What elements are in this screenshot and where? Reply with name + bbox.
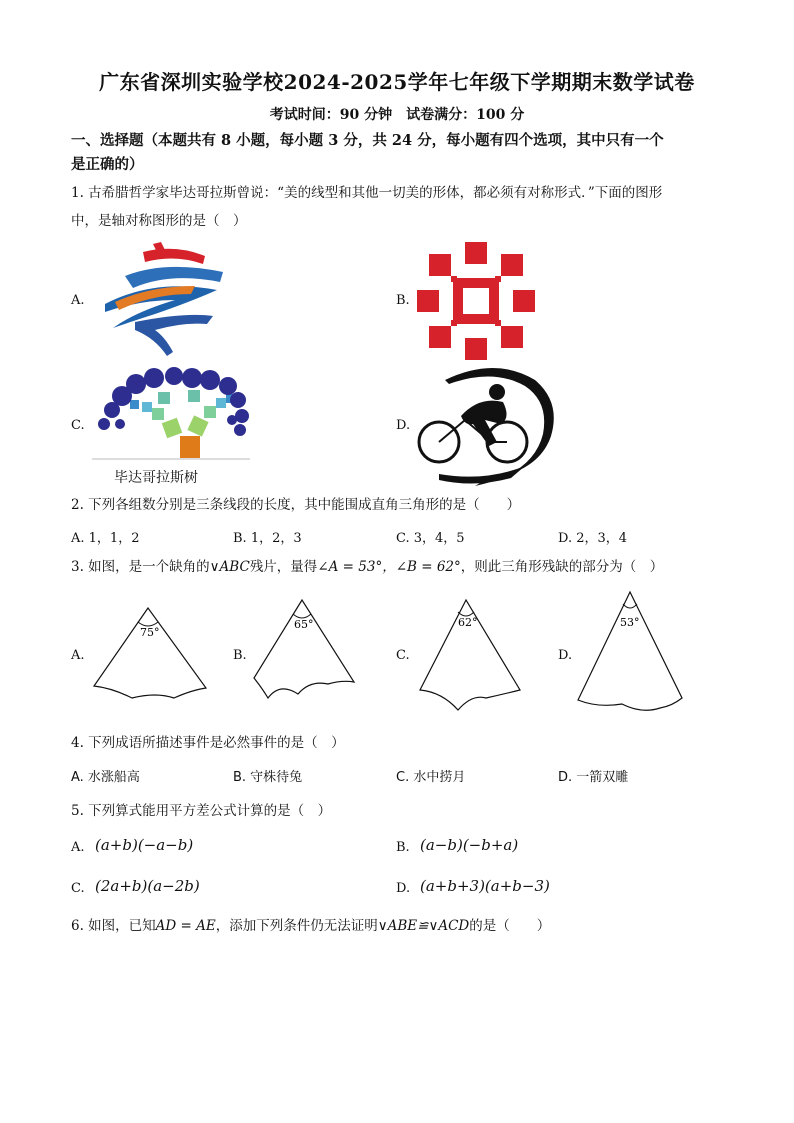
q3-angle-a: 75°	[140, 626, 160, 639]
exam-info: 考试时间：90 分钟 试卷满分：100 分	[269, 107, 525, 123]
tree-trunk	[180, 436, 200, 458]
q1-line2: 中，是轴对称图形的是（ ）	[71, 213, 247, 229]
question-2-stem: 2. 下列各组数分别是三条线段的长度，其中能围成直角三角形的是（ ）	[71, 497, 521, 513]
block-top	[465, 242, 487, 264]
q3-label-c: C.	[396, 648, 410, 663]
q3-angle-c: 62°	[458, 616, 478, 629]
figure-b-emblem	[415, 240, 537, 362]
figure-d-cyclist-emblem	[415, 362, 557, 488]
q3-angle-d: 53°	[620, 616, 640, 629]
block-bottom	[465, 338, 487, 360]
q5-label-a: A.	[71, 840, 85, 855]
block-tr	[501, 254, 523, 276]
q6-congruence: ∨ABE≌∨ACD	[377, 918, 470, 934]
q5-label-c: C.	[71, 881, 85, 896]
q3-fragment-c	[414, 598, 524, 714]
q3-angles: ∠A = 53°，∠B = 62°	[317, 559, 461, 575]
q2-option-d[interactable]: D. 2，3，4	[558, 531, 628, 546]
q1-line1: 1. 古希腊哲学家毕达哥拉斯曾说：“美的线型和其他一切美的形体，都必须有对称形式．”下面的图形	[71, 185, 663, 201]
question-1-stem	[71, 181, 731, 233]
q4-option-b[interactable]: B. 守株待兔	[233, 770, 303, 785]
q3-label-a: A.	[71, 648, 85, 663]
question-6-stem	[71, 914, 550, 938]
section-heading	[71, 129, 721, 177]
q4-option-c[interactable]: C. 水中捞月	[396, 770, 466, 785]
tree-caption: 毕达哥拉斯树	[114, 470, 198, 486]
q3-label-b: B.	[233, 648, 247, 663]
q5-expr-d[interactable]: (a+b+3)(a+b−3)	[420, 877, 550, 895]
block-br	[501, 326, 523, 348]
q3-stem-mid: 残片，量得	[249, 559, 318, 575]
q3-fragment-b	[250, 598, 358, 702]
question-3-stem	[71, 555, 663, 579]
q6-stem-mid: ，添加下列条件仍无法证明	[215, 918, 378, 934]
q5-label-d: D.	[396, 881, 411, 896]
q2-option-a[interactable]: A. 1，1，2	[71, 531, 140, 546]
exam-title: 广东省深圳实验学校2024-2025学年七年级下学期期末数学试卷	[99, 70, 695, 94]
figure-c-pythagoras-tree	[92, 366, 250, 462]
question-5-stem: 5. 下列算式能用平方差公式计算的是（ ）	[71, 803, 332, 819]
q3-fragment-d	[576, 590, 686, 718]
block-bl	[429, 326, 451, 348]
q3-stem-post: ，则此三角形残缺的部分为（ ）	[460, 559, 664, 575]
block-right	[513, 290, 535, 312]
q4-option-a[interactable]: A. 水涨船高	[71, 770, 140, 785]
swoosh-base	[439, 466, 525, 484]
section-heading-line2: 是正确的）	[71, 156, 144, 173]
block-tl	[429, 254, 451, 276]
q5-expr-b[interactable]: (a−b)(−b+a)	[420, 836, 519, 854]
emblem-blue-stroke-top	[125, 267, 223, 288]
emblem-blue-tail	[135, 315, 213, 356]
q2-option-b[interactable]: B. 1，2，3	[233, 531, 302, 546]
q1-label-b: B.	[396, 293, 410, 308]
center-hole	[463, 288, 489, 314]
q3-fragment-a	[92, 606, 210, 702]
rider-head	[489, 384, 505, 400]
question-4-stem: 4. 下列成语所描述事件是必然事件的是（ ）	[71, 735, 345, 751]
q5-expr-c[interactable]: (2a+b)(a−2b)	[95, 877, 200, 895]
block-left	[417, 290, 439, 312]
q3-triangle: ∨ABC	[209, 559, 250, 575]
q3-angle-b: 65°	[294, 618, 314, 631]
q1-label-d: D.	[396, 418, 411, 433]
section-heading-line1: 一、选择题（本题共有 8 小题，每小题 3 分，共 24 分，每小题有四个选项，其中只有一个	[71, 132, 664, 149]
emblem-red-stroke	[143, 249, 205, 264]
figure-a-emblem	[95, 242, 230, 360]
q5-label-b: B.	[396, 840, 410, 855]
q1-label-c: C.	[71, 418, 85, 433]
q3-stem-pre: 3. 如图，是一个缺角的	[71, 559, 210, 575]
q1-label-a: A.	[71, 293, 85, 308]
q2-option-c[interactable]: C. 3，4，5	[396, 531, 465, 546]
q6-stem-post: 的是（ ）	[469, 918, 551, 934]
q3-label-d: D.	[558, 648, 573, 663]
q4-option-d[interactable]: D. 一箭双雕	[558, 770, 629, 785]
q6-stem-pre: 6. 如图，已知	[71, 918, 156, 934]
q6-condition: AD = AE	[155, 918, 216, 934]
q5-expr-a[interactable]: (a+b)(−a−b)	[95, 836, 194, 854]
